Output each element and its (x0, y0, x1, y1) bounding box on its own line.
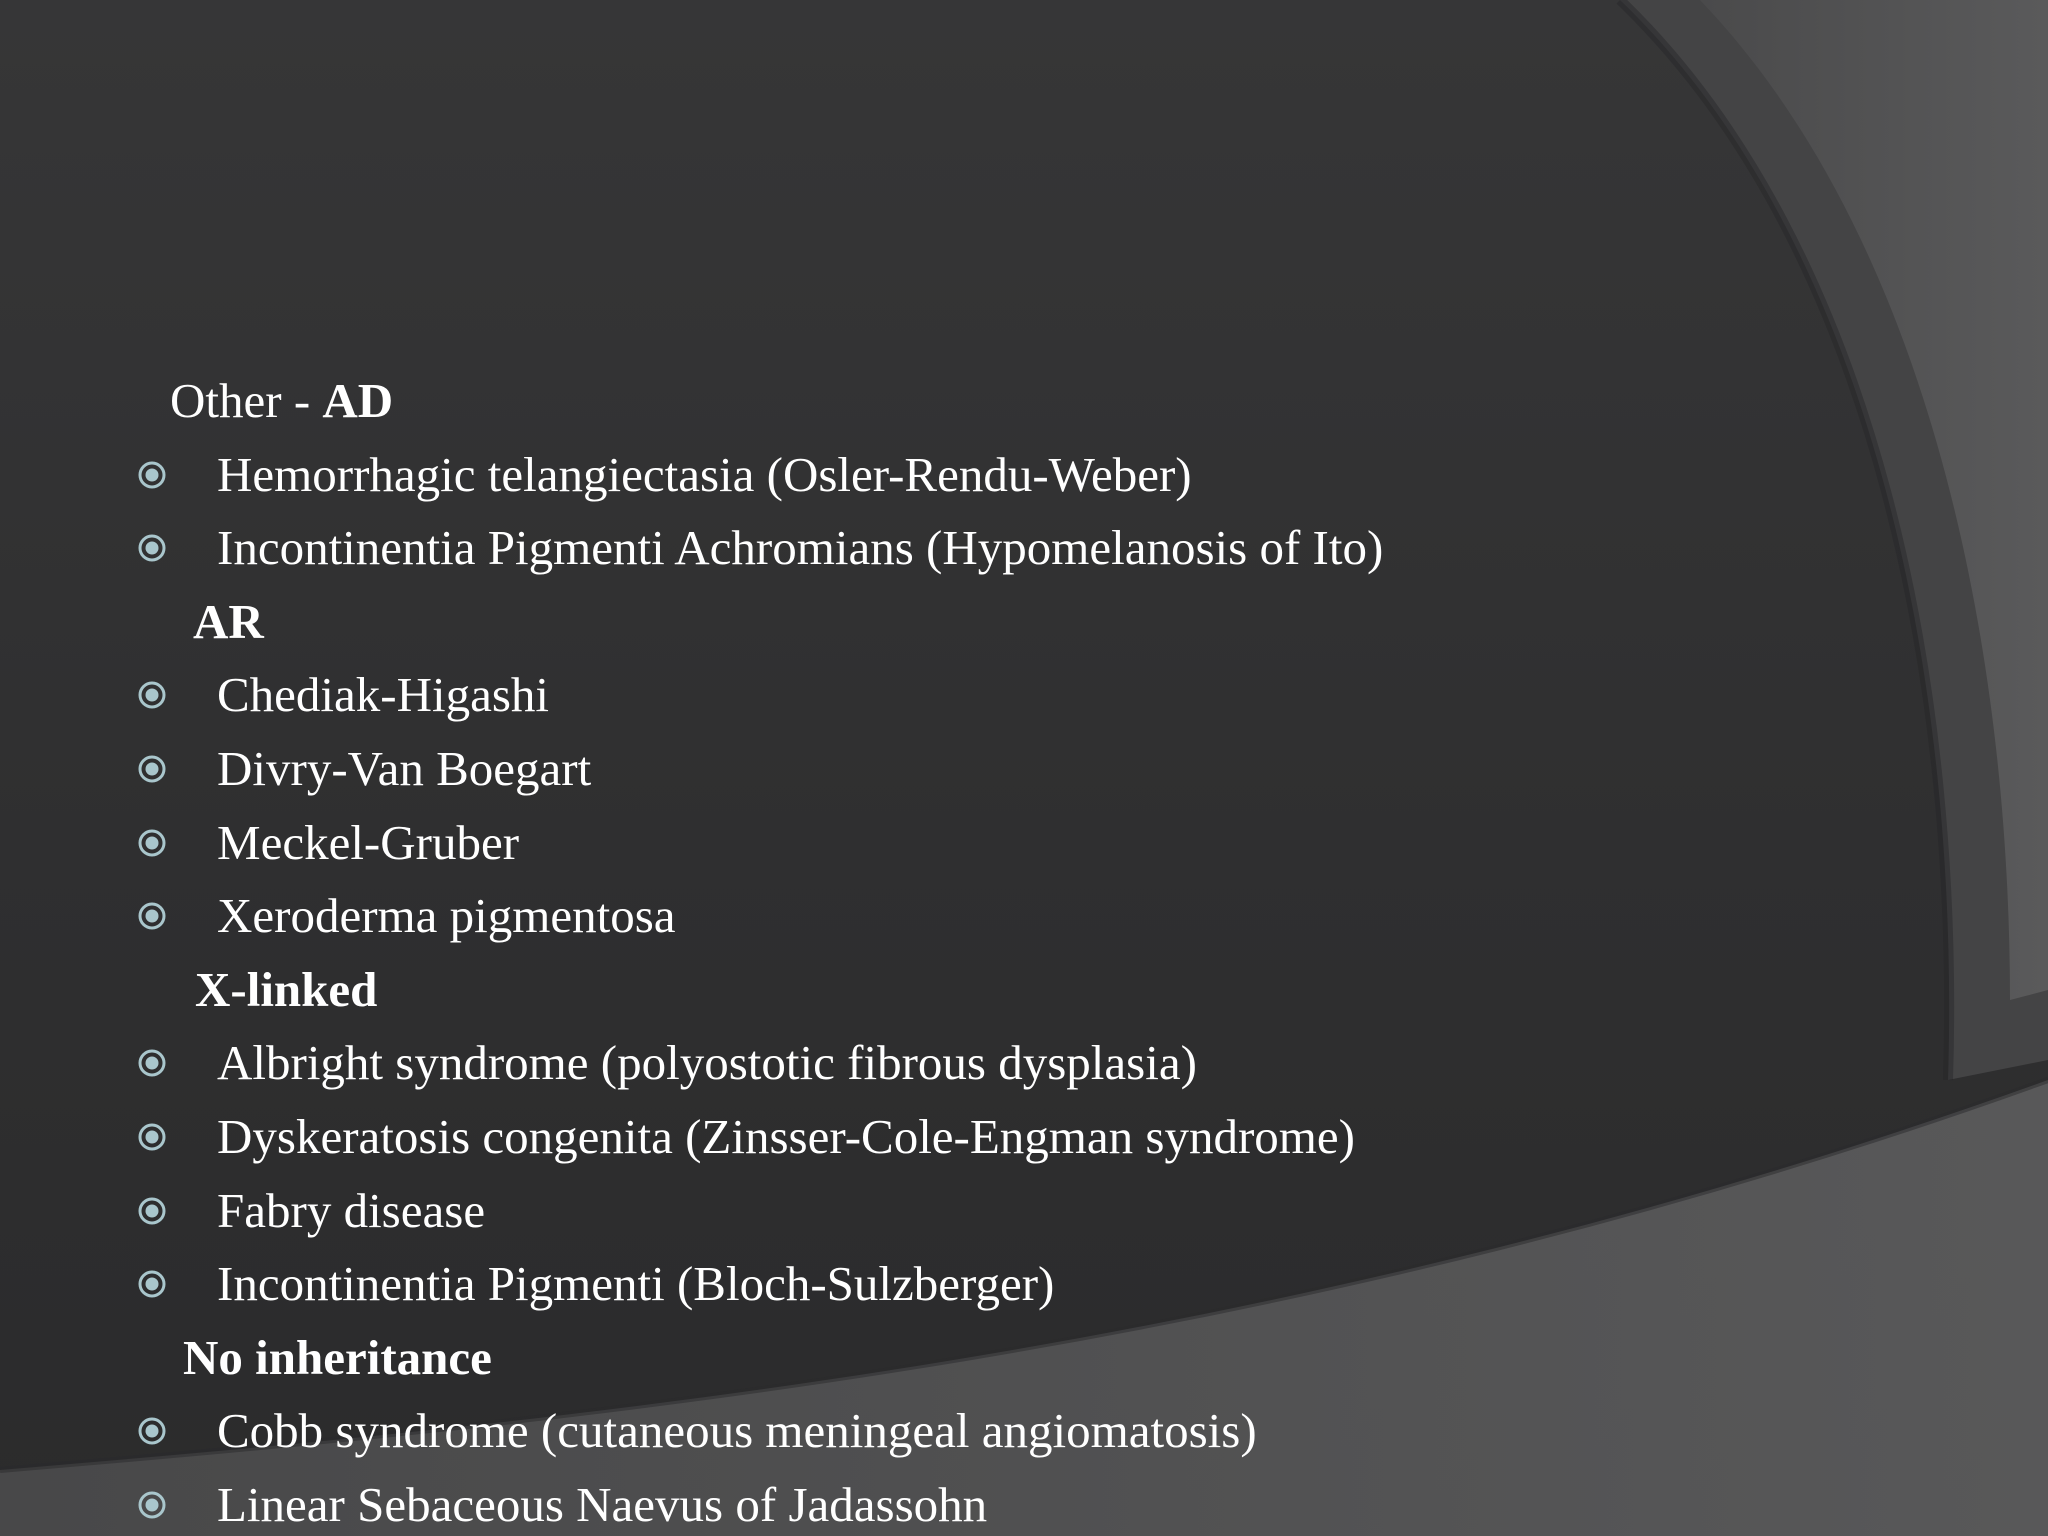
list-item-text: Divry-Van Boegart (217, 741, 592, 796)
section-heading-strong: AR (193, 594, 264, 649)
list-item-text: Fabry disease (217, 1183, 486, 1238)
section-heading-strong: No inheritance (183, 1330, 492, 1385)
list-item-text: Chediak-Higashi (217, 667, 550, 722)
section-heading (170, 364, 393, 438)
section-heading-strong: AD (322, 373, 394, 428)
list-item-text: Incontinentia Pigmenti (Bloch-Sulzberger) (217, 1256, 1055, 1311)
radio-bullet-icon (137, 460, 167, 490)
radio-bullet-icon (137, 1269, 167, 1299)
radio-bullet-icon (137, 1490, 167, 1520)
list-item-text: Incontinentia Pigmenti Achromians (Hypomelanosis of Ito) (217, 520, 1384, 575)
section-heading-strong: X-linked (195, 962, 378, 1017)
list-item-text: Meckel-Gruber (217, 815, 520, 870)
section-heading-lead: Other - (170, 373, 323, 428)
list-item-text: Cobb syndrome (cutaneous meningeal angiomatosis) (217, 1403, 1257, 1458)
list-item-text: Dyskeratosis congenita (Zinsser-Cole-Engman syndrome) (217, 1109, 1355, 1164)
radio-bullet-icon (137, 901, 167, 931)
list-item-text: Hemorrhagic telangiectasia (Osler-Rendu-Weber) (217, 447, 1192, 502)
radio-bullet-icon (137, 828, 167, 858)
radio-bullet-icon (137, 1048, 167, 1078)
section-heading (183, 1321, 492, 1395)
section-heading (195, 953, 377, 1027)
list-item-text: Xeroderma pigmentosa (217, 888, 676, 943)
radio-bullet-icon (137, 533, 167, 563)
radio-bullet-icon (137, 1416, 167, 1446)
radio-bullet-icon (137, 680, 167, 710)
radio-bullet-icon (137, 1196, 167, 1226)
list-item-text: Linear Sebaceous Naevus of Jadassohn (217, 1477, 988, 1532)
radio-bullet-icon (137, 1122, 167, 1152)
list-item-text: Albright syndrome (polyostotic fibrous dysplasia) (217, 1035, 1197, 1090)
section-heading (193, 585, 264, 659)
radio-bullet-icon (137, 754, 167, 784)
